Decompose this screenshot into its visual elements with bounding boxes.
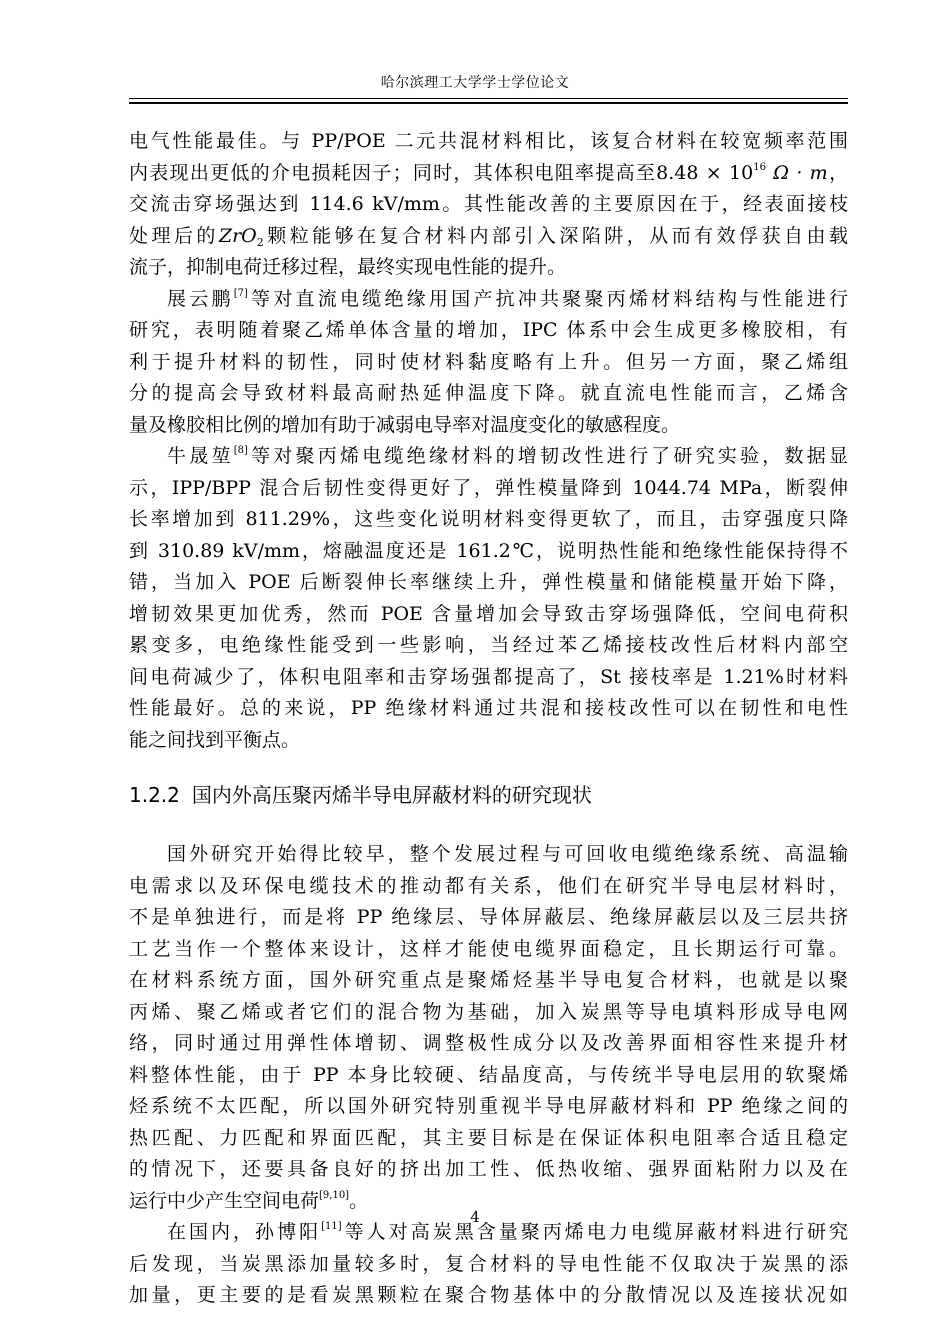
text-line: 交流击穿场强达到 114.6 kV/mm。其性能改善的主要原因在于，经表面接枝 (129, 193, 848, 215)
text-line: 在材料系统方面，国外研究重点是聚烯烃基半导电复合材料，也就是以聚 (129, 969, 848, 991)
section-heading (129, 780, 848, 810)
text-line: 长率增加到 811.29%，这些变化说明材料变得更软了，而且，击穿强度只降 (129, 508, 848, 530)
section-title: 国内外高压聚丙烯半导电屏蔽材料的研究现状 (191, 783, 592, 807)
text-line: 流子，抑制电荷迁移过程，最终实现电性能的提升。 (129, 256, 567, 278)
text-line (129, 158, 848, 190)
paragraph-1 (129, 126, 848, 284)
unit: Ω · m (765, 161, 828, 184)
text-line: 到 310.89 kV/mm，熔融温度还是 161.2℃，说明热性能和绝缘性能保持得不 (129, 539, 848, 562)
text-span: 颗粒能够在复合材料内部引入深陷阱，从而有效俘获自由载 (263, 224, 848, 247)
paragraph-5 (129, 1217, 848, 1312)
text-line: 烃系统不太匹配，所以国外研究特别重视半导电屏蔽材料和 PP 绝缘之间的 (129, 1095, 848, 1117)
text-line: 电气性能最佳。与 PP/POE 二元共混材料相比，该复合材料在较宽频率范围 (129, 130, 848, 152)
text-span: 等人对高炭黑含量聚丙烯电力电缆屏蔽材料进行研究 (341, 1221, 848, 1243)
text-line: 错，当加入 POE 后断裂伸长率继续上升，弹性模量和储能模量开始下降， (129, 571, 848, 593)
text-line: 累变多，电绝缘性能受到一些影响，当经过苯乙烯接枝改性后材料内部空 (129, 634, 848, 656)
text-line: 研究，表明随着聚乙烯单体含量的增加，IPC 体系中会生成更多橡胶相，有 (129, 319, 848, 341)
text-line: 增韧效果更加优秀，然而 POE 含量增加会导致击穿场强降低，空间电荷积 (129, 602, 848, 625)
text-line: 性能最好。总的来说，PP 绝缘材料通过共混和接枝改性可以在韧性和电性 (129, 697, 848, 719)
body-text (129, 126, 848, 1312)
text-line (129, 221, 848, 253)
text-line: 能之间找到平衡点。 (129, 728, 301, 751)
text-line: 络，同时通过用弹性体增韧、调整极性成分以及改善界面相容性来提升材 (129, 1032, 848, 1054)
author: 展云鹏 (167, 287, 234, 310)
citation: [8] (233, 445, 248, 456)
text-span: ， (827, 161, 848, 184)
paragraph-4 (129, 839, 848, 1217)
header-rule-thin (129, 98, 848, 99)
resistivity-value: 8.48 × 10 (656, 161, 754, 184)
section-number: 1.2.2 (129, 783, 180, 807)
text-line: 分的提高会导致材料最高耐热延伸温度下降。就直流电性能而言，乙烯含 (129, 382, 848, 404)
text-line: 国外研究开始得比较早，整个发展过程与可回收电缆绝缘系统、高温输 (167, 843, 848, 865)
text-line: 不是单独进行，而是将 PP 绝缘层、导体屏蔽层、绝缘屏蔽层以及三层共挤 (129, 906, 848, 928)
subscript: 2 (256, 235, 264, 249)
text-line: 示，IPP/BPP 混合后韧性变得更好了，弹性模量降到 1044.74 MPa，断裂伸 (129, 476, 848, 499)
text-line: 后发现，当炭黑添加量较多时，复合材料的导电性能不仅取决于炭黑的添 (129, 1252, 848, 1275)
paragraph-2 (129, 284, 848, 442)
text-span: 等对聚丙烯电缆绝缘材料的增韧改性进行了研究实验，数据显 (247, 445, 848, 467)
header-rule-thick (129, 102, 848, 104)
text-line: 加量，更主要的是看炭黑颗粒在聚合物基体中的分散情况以及连接状况如 (129, 1284, 848, 1306)
citation: [7] (233, 287, 248, 299)
text-span: 处理后的 (129, 224, 219, 247)
text-line (129, 284, 848, 316)
text-line: 利于提升材料的韧性，同时使材料黏度略有上升。但另一方面，聚乙烯组 (129, 350, 848, 373)
text-line: 电需求以及环保电缆技术的推动都有关系，他们在研究半导电层材料时， (129, 874, 848, 897)
text-line: 料整体性能，由于 PP 本身比较硬、结晶度高，与传统半导电层用的软聚烯 (129, 1063, 848, 1086)
text-span: 运行中少产生空间电荷 (129, 1189, 320, 1212)
chemical-formula: ZrO (218, 224, 257, 247)
text-line: 工艺当作一个整体来设计，这样才能使电缆界面稳定，且长期运行可靠。 (129, 937, 848, 960)
paragraph-3 (129, 441, 848, 756)
citation: [11] (321, 1221, 342, 1232)
text-line: 量及橡胶相比例的增加有助于减弱电导率对温度变化的敏感程度。 (129, 413, 681, 436)
text-span: 等对直流电缆绝缘用国产抗冲共聚聚丙烯材料结构与性能进行 (247, 287, 848, 310)
text-span: 内表现出更低的介电损耗因子；同时，其体积电阻率提高至 (129, 161, 657, 184)
text-line: 热匹配、力匹配和界面匹配，其主要目标是在保证体积电阻率合适且稳定 (129, 1126, 848, 1149)
text-line: 的情况下，还要具备良好的挤出加工性、低热收缩、强界面粘附力以及在 (129, 1158, 848, 1180)
citation: [9,10] (319, 1189, 350, 1201)
running-header: 哈尔滨理工大学学士学位论文 (380, 75, 570, 91)
text-span: 。 (349, 1189, 369, 1212)
superscript: 16 (753, 161, 766, 173)
author: 牛晟堃 (167, 445, 234, 467)
text-span: 在国内，孙博阳 (167, 1221, 322, 1243)
text-line: 丙烯、聚乙烯或者它们的混合物为基础，加入炭黑等导电填料形成导电网 (129, 1000, 848, 1023)
page-number: 4 (470, 1208, 480, 1226)
text-line: 间电荷减少了，体积电阻率和击穿场强都提高了，St 接枝率是 1.21%时材料 (129, 665, 848, 688)
text-line (129, 441, 848, 473)
